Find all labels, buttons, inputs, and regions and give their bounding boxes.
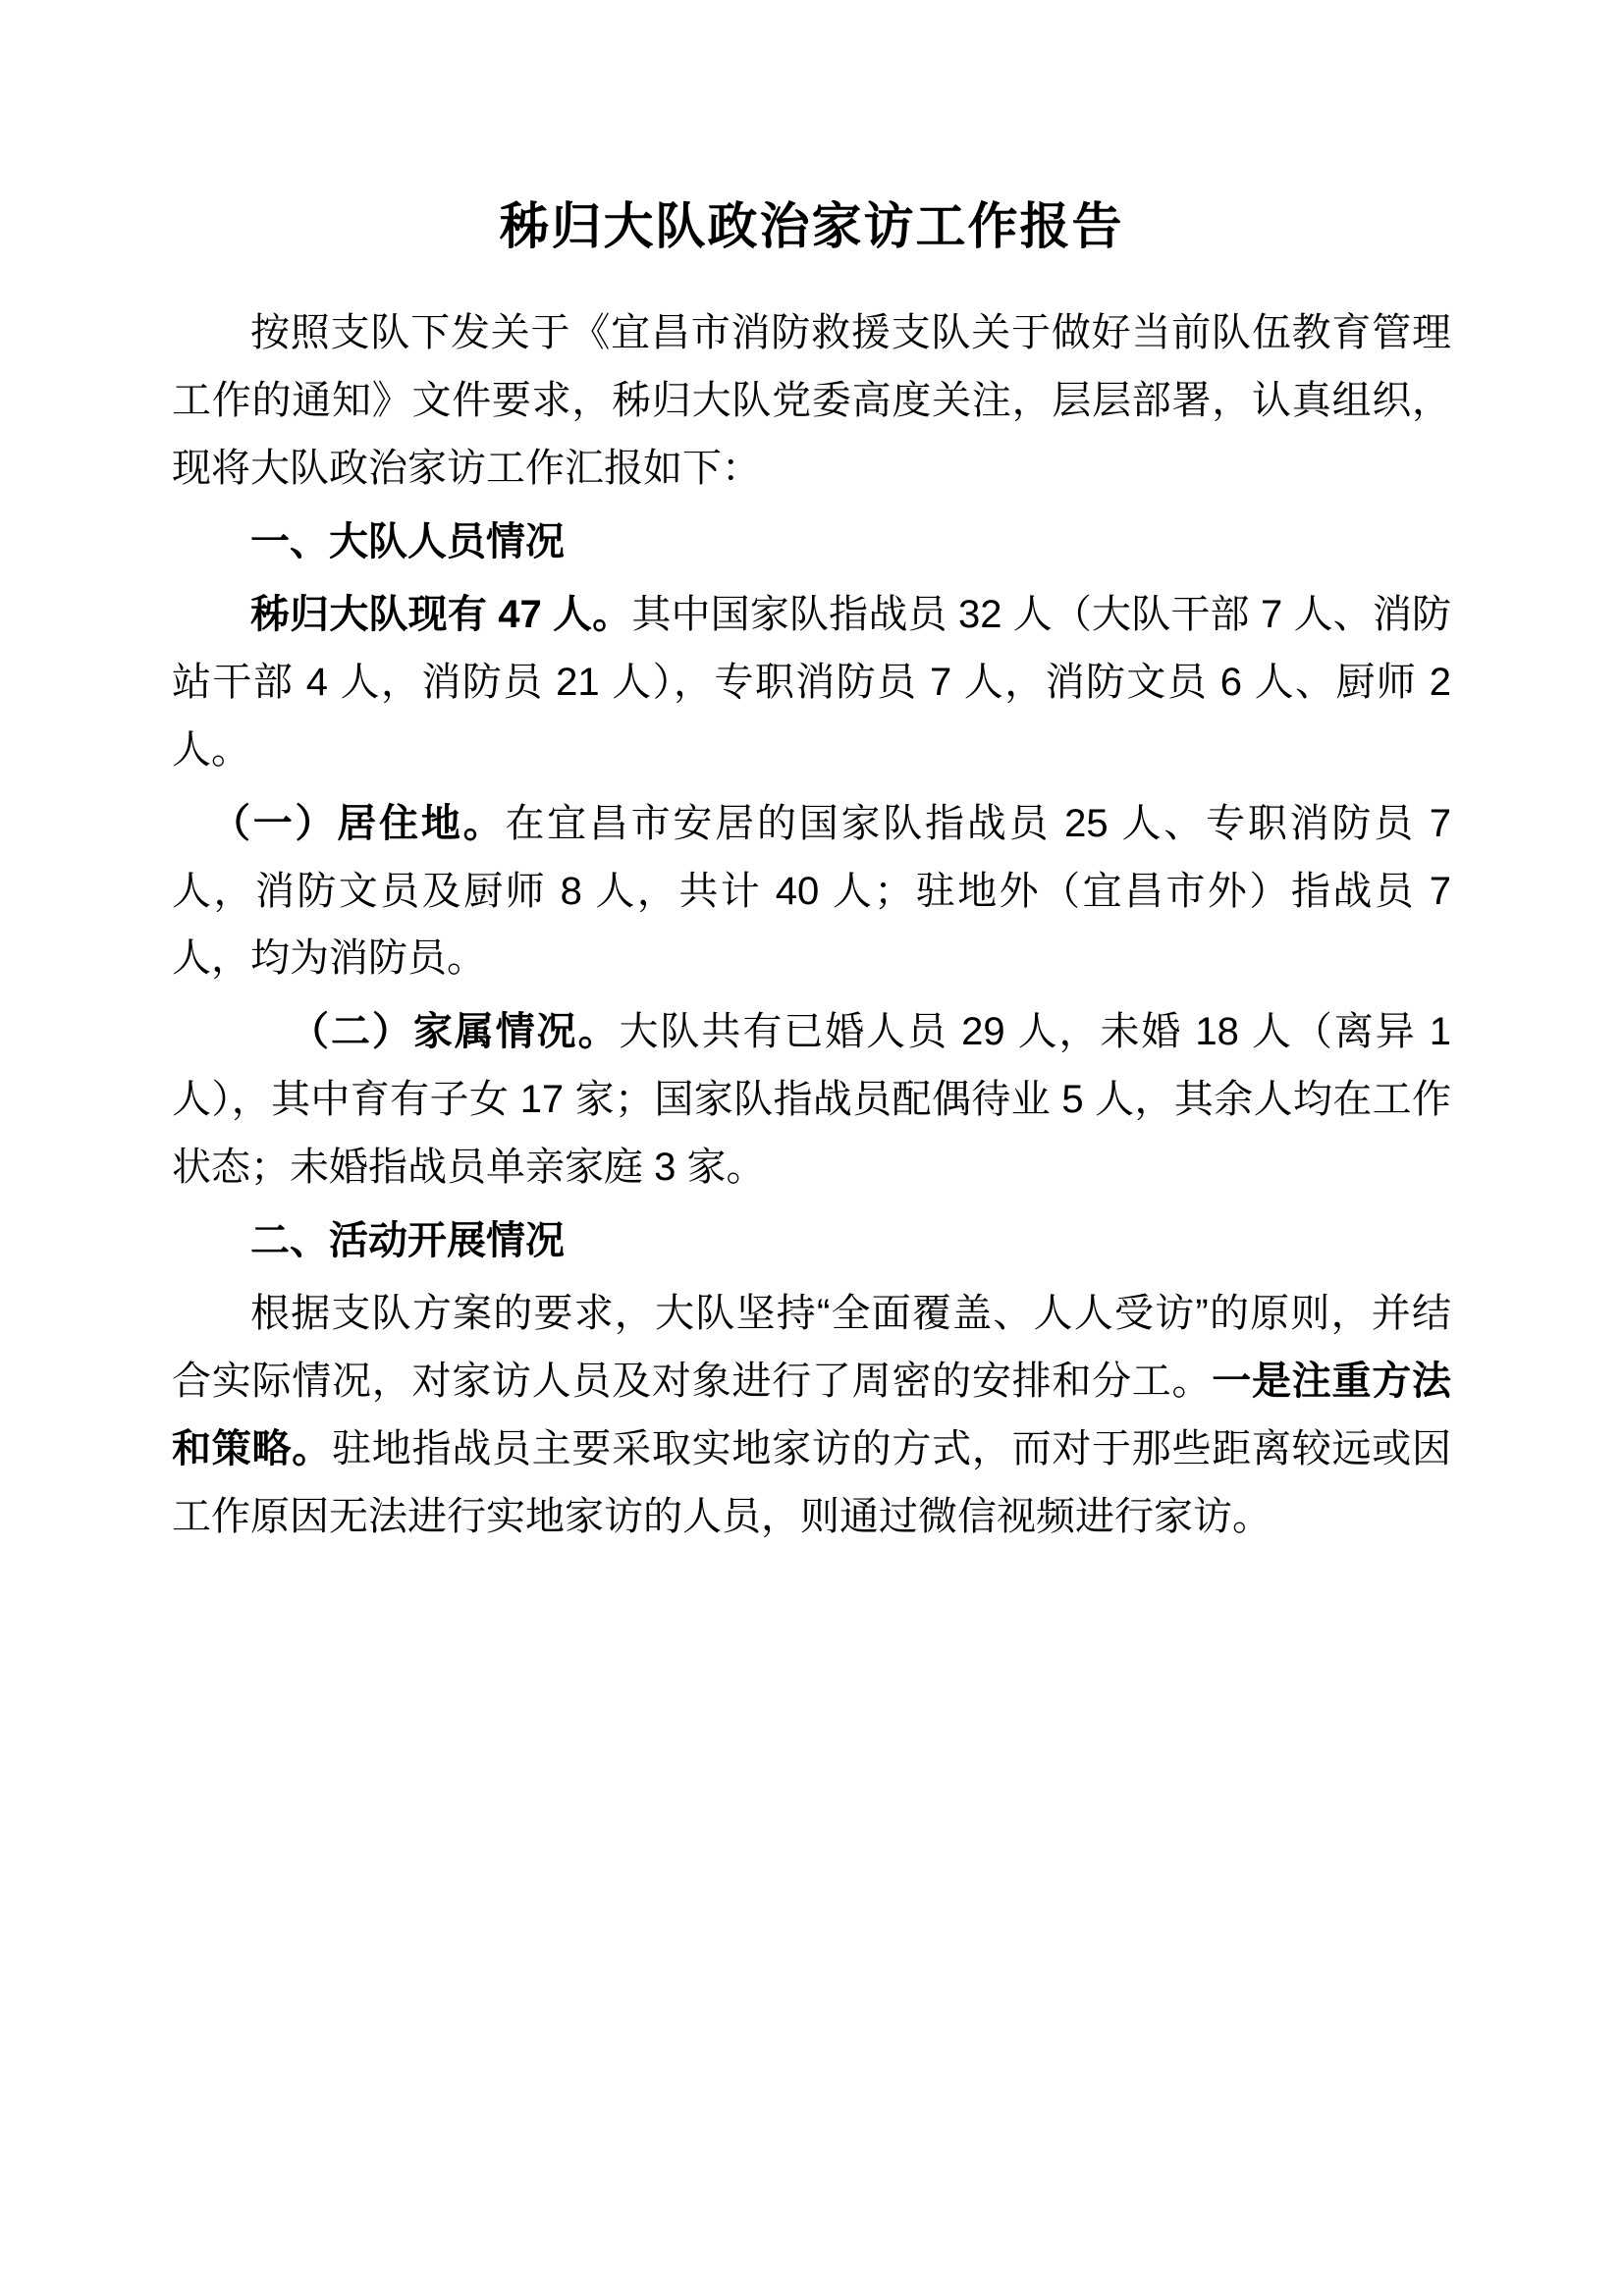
paragraph-intro — [172, 299, 1451, 502]
paragraph-item-two — [172, 998, 1451, 1201]
section-two-body-first: 根据支队方案的要求，大队坚持“全面覆盖、人人受访”的原则，并结合实际情况，对家访人员及对象进行了周密的安排和分工。 — [172, 1292, 1451, 1404]
item-one-label: （一）居住地。 — [211, 801, 506, 845]
paragraph-section-two-body — [172, 1280, 1451, 1550]
heading-section-one — [172, 508, 1451, 576]
section-one-lead-bold: 秭归大队现有 47 人。 — [250, 593, 632, 637]
section-one-body-text: 其中国家队指战员 32 人（大队干部 7 人、消防站干部 4 人，消防员 21 人），专职消防员 7 人，消防文员 6 人、厨师 2 人。 — [172, 593, 1451, 772]
item-two-body-text: 大队共有已婚人员 29 人，未婚 18 人（离异 1 人），其中育有子女 17 家；国家队指战员配偶待业 5 人，其余人均在工作状态；未婚指战员单亲家庭 3 家。 — [172, 1010, 1452, 1189]
intro-text: 按照支队下发关于《宜昌市消防救援支队关于做好当前队伍教育管理工作的通知》文件要求，秭归大队党委高度关注，层层部署，认真组织，现将大队政治家访工作汇报如下： — [172, 311, 1451, 490]
page-title — [172, 196, 1451, 256]
paragraph-item-one — [172, 790, 1451, 992]
item-one-body-text: 在宜昌市安居的国家队指战员 25 人、专职消防员 7 人，消防文员及厨师 8 人，共计 40 人；驻地外（宜昌市外）指战员 7 人，均为消防员。 — [172, 801, 1452, 981]
heading-section-one-text: 一、大队人员情况 — [250, 519, 565, 563]
section-two-bold-phrase: 一是注重方法和策略。 — [172, 1360, 1452, 1470]
heading-section-two-text: 二、活动开展情况 — [250, 1218, 565, 1262]
document-title-text: 秭归大队政治家访工作报告 — [499, 198, 1124, 254]
heading-section-two — [172, 1207, 1451, 1275]
paragraph-section-one-body — [172, 581, 1451, 783]
section-two-body-second: 驻地指战员主要采取实地家访的方式，而对于那些距离较远或因工作原因无法进行实地家访的人员，则通过微信视频进行家访。 — [172, 1426, 1452, 1538]
item-two-label: （二）家属情况。 — [290, 1010, 620, 1054]
